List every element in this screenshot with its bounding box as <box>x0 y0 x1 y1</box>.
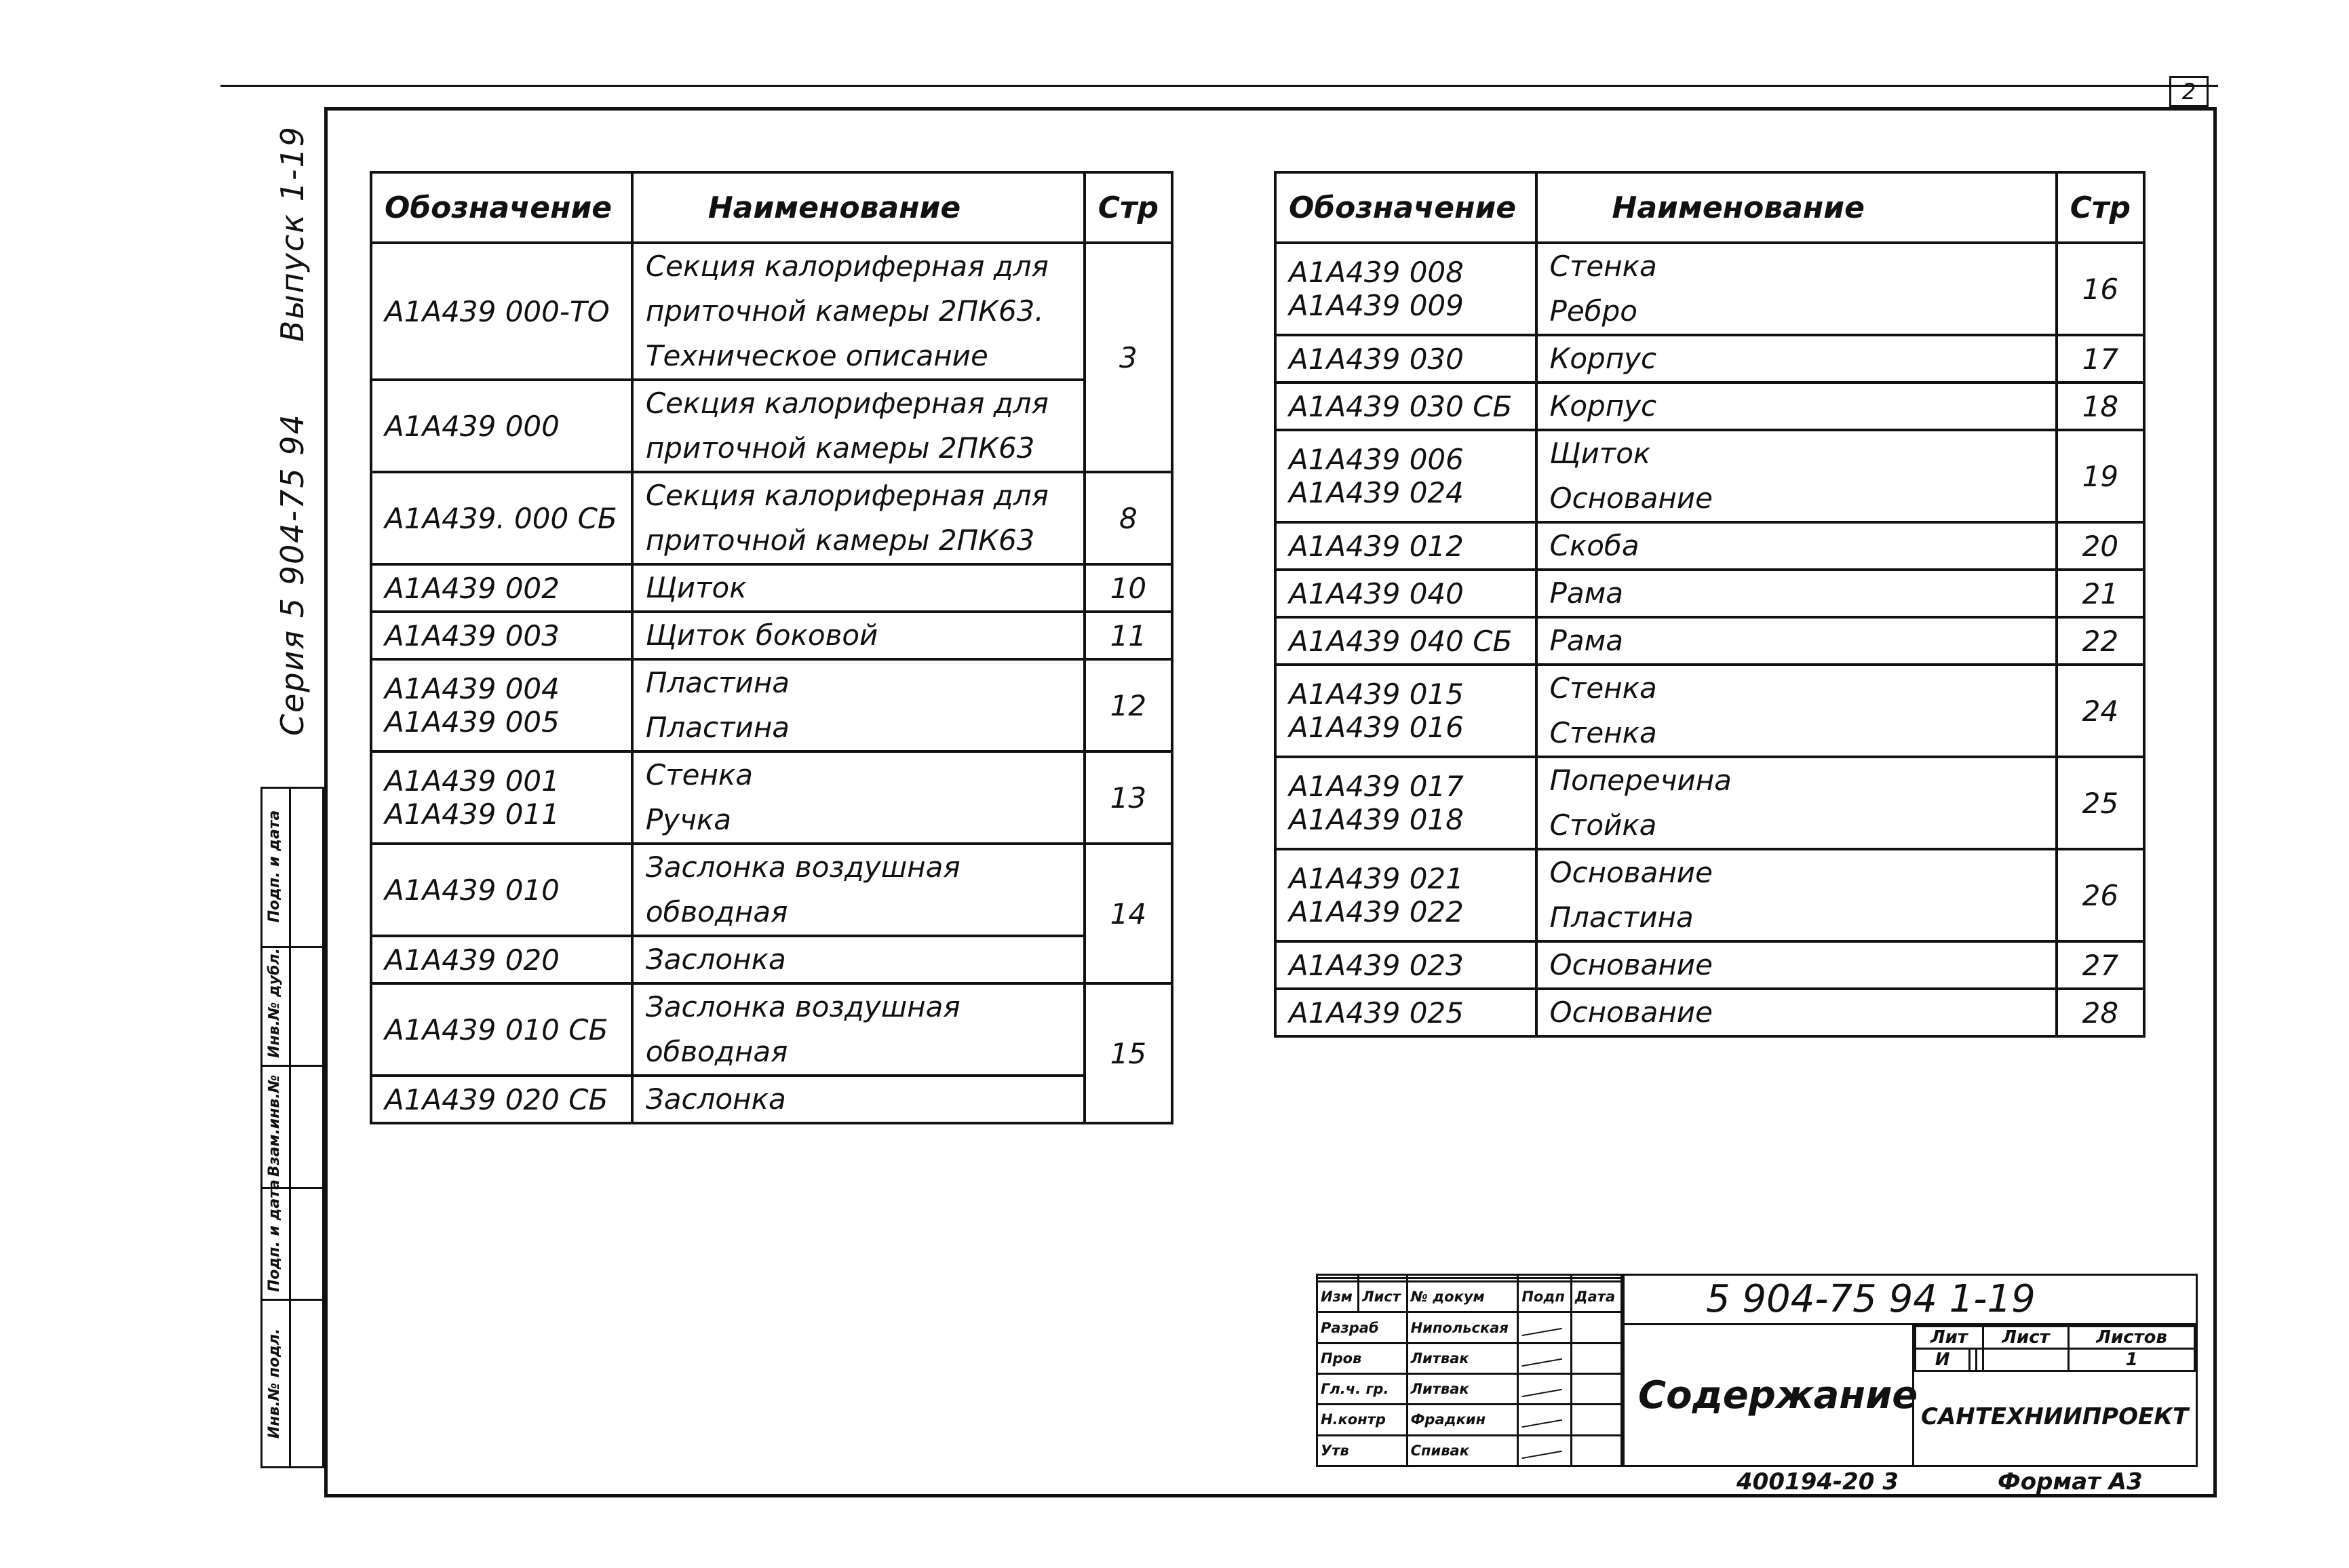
text-line: А1А439 003 <box>385 619 560 652</box>
signature-date <box>1571 1343 1621 1373</box>
stamp-label: Подп. и дата <box>266 1179 283 1292</box>
code-cell <box>1275 941 1536 989</box>
name-cell <box>1536 430 2057 522</box>
code-cell <box>1275 522 1536 570</box>
header-page: Стр <box>1085 172 1172 243</box>
format-label: Формат А3 <box>1998 1468 2143 1495</box>
text-line: Стенка <box>645 758 754 791</box>
code-cell <box>1275 757 1536 849</box>
name-cell <box>1536 989 2057 1036</box>
table-row <box>371 1076 1172 1123</box>
text-line: Основание <box>1549 482 1713 515</box>
code-cell <box>371 380 632 472</box>
code-cell <box>1275 383 1536 430</box>
name-cell <box>1536 757 2057 849</box>
spine-label <box>260 125 324 736</box>
text-line: Щиток боковой <box>645 619 878 652</box>
text-line: А1А439 001 <box>385 764 560 798</box>
name-cell <box>632 659 1085 751</box>
table-row <box>1275 849 2144 941</box>
code-cell <box>1275 570 1536 617</box>
text-line: Заслонка воздушная <box>645 850 960 884</box>
sheet-info-block <box>1912 1323 2198 1467</box>
text-line: Ребро <box>1549 294 1637 328</box>
code-cell <box>1275 665 1536 757</box>
code-cell <box>371 1076 632 1123</box>
signature-scribble <box>1521 1418 1562 1428</box>
name-cell <box>632 936 1085 983</box>
series-label: Серия 5 904-75 94 <box>274 413 311 736</box>
change-header-cell: Лист <box>1359 1282 1407 1312</box>
signature-mark <box>1518 1435 1572 1466</box>
sheets-value: 1 <box>2069 1349 2195 1371</box>
page-cell: 13 <box>1085 751 1172 844</box>
signature-row <box>1317 1312 1622 1343</box>
changes-and-signatures <box>1316 1274 1623 1467</box>
code-cell <box>371 844 632 936</box>
page-cell: 19 <box>2057 430 2144 522</box>
signature-scribble <box>1521 1326 1562 1335</box>
stamp-label: Взам.инв.№ <box>266 1074 283 1177</box>
page-cell: 27 <box>2057 941 2144 989</box>
name-cell <box>632 612 1085 659</box>
signature-role: Пров <box>1317 1343 1408 1373</box>
signature-row <box>1317 1343 1622 1373</box>
text-line: Поперечина <box>1549 764 1732 797</box>
issue-label: Выпуск 1-19 <box>274 125 311 342</box>
text-line: Скоба <box>1549 529 1639 562</box>
code-cell <box>1275 243 1536 335</box>
code-cell <box>1275 989 1536 1036</box>
text-line: А1А439 040 СБ <box>1289 624 1513 658</box>
text-line: А1А439 000-ТО <box>385 294 610 328</box>
table-row <box>371 751 1172 844</box>
text-line: обводная <box>645 895 788 928</box>
text-line: приточной камеры 2ПК63 <box>645 431 1035 465</box>
page-cell: 16 <box>2057 243 2144 335</box>
stamp-label: Подп. и дата <box>266 810 283 923</box>
name-cell <box>1536 617 2057 665</box>
text-line: Пластина <box>1549 901 1694 934</box>
code-cell <box>371 983 632 1076</box>
table-row <box>1275 757 2144 849</box>
signature-name: Спивак <box>1407 1435 1518 1466</box>
text-line: Пластина <box>645 711 790 744</box>
table-row <box>371 659 1172 751</box>
signature-scribble <box>1521 1388 1562 1397</box>
sheets-label: Листов <box>2069 1327 2195 1349</box>
signature-scribble <box>1521 1357 1562 1367</box>
table-row <box>1275 570 2144 617</box>
text-line: А1А439 000 <box>385 409 560 443</box>
text-line: Заслонка воздушная <box>645 990 960 1023</box>
text-line: Секция калориферная для <box>645 387 1049 420</box>
text-line: Щиток <box>1549 437 1651 470</box>
table-row <box>371 564 1172 612</box>
header-name: Наименование <box>632 172 1085 243</box>
code-cell <box>1275 617 1536 665</box>
signature-date <box>1571 1435 1621 1466</box>
lit-value: И <box>1916 1349 1970 1371</box>
page-cell: 18 <box>2057 383 2144 430</box>
signature-date <box>1571 1405 1621 1435</box>
name-cell <box>1536 570 2057 617</box>
text-line: А1А439 025 <box>1289 996 1464 1030</box>
signature-scribble <box>1521 1449 1562 1459</box>
table-row <box>1275 617 2144 665</box>
page-cell: 8 <box>1085 472 1172 564</box>
sheet-label: Лист <box>1983 1327 2068 1349</box>
stamp-label: Инв.№ подл. <box>266 1328 283 1439</box>
text-line: А1А439 006 <box>1289 443 1464 476</box>
code-cell <box>371 472 632 564</box>
organization-name: САНТЕХНИИПРОЕКТ <box>1921 1403 2189 1430</box>
code-cell <box>1275 849 1536 941</box>
table-row <box>371 936 1172 983</box>
signature-name: Литвак <box>1407 1343 1518 1373</box>
table-row <box>1275 522 2144 570</box>
header-code: Обозначение <box>371 172 632 243</box>
table-row <box>1275 989 2144 1036</box>
text-line: Стойка <box>1549 808 1657 842</box>
text-line: А1А439 030 <box>1289 342 1464 376</box>
text-line: А1А439 002 <box>385 571 560 605</box>
title-block <box>1316 1274 2198 1467</box>
page-cell: 11 <box>1085 612 1172 659</box>
text-line: А1А439 020 <box>385 943 560 977</box>
margin-stamp <box>260 787 324 1468</box>
signature-date <box>1571 1374 1621 1405</box>
text-line: А1А439 008 <box>1289 256 1464 289</box>
text-line: Основание <box>1549 856 1713 889</box>
signature-mark <box>1518 1343 1572 1373</box>
signature-role: Разраб <box>1317 1312 1408 1343</box>
text-line: Ручка <box>645 803 731 836</box>
signature-name: Литвак <box>1407 1374 1518 1405</box>
signature-name: Фрадкин <box>1407 1405 1518 1435</box>
header-name: Наименование <box>1536 172 2057 243</box>
name-cell <box>1536 335 2057 383</box>
text-line: Корпус <box>1549 342 1657 375</box>
page-cell: 28 <box>2057 989 2144 1036</box>
text-line: А1А439 018 <box>1289 803 1464 836</box>
name-cell <box>1536 383 2057 430</box>
stamp-label: Инв.№ дубл. <box>266 948 283 1058</box>
text-line: Пластина <box>645 666 790 699</box>
change-header-cell: Дата <box>1571 1282 1621 1312</box>
text-line: А1А439 020 СБ <box>385 1082 608 1116</box>
text-line: А1А439 011 <box>385 798 560 831</box>
table-row <box>1275 430 2144 522</box>
page-cell: 3 <box>1085 243 1172 472</box>
name-cell <box>632 751 1085 844</box>
code-cell <box>371 936 632 983</box>
name-cell <box>1536 665 2057 757</box>
contents-table-left <box>370 171 1173 1124</box>
text-line: Рама <box>1549 624 1624 657</box>
signature-name: Нипольская <box>1407 1312 1518 1343</box>
change-header-cell: Подп <box>1518 1282 1572 1312</box>
table-row <box>371 243 1172 380</box>
text-line: А1А439 016 <box>1289 711 1464 744</box>
name-cell <box>632 1076 1085 1123</box>
text-line: Основание <box>1549 996 1713 1029</box>
page-cell: 14 <box>1085 844 1172 983</box>
text-line: А1А439 021 <box>1289 862 1464 895</box>
text-line: обводная <box>645 1035 788 1068</box>
signature-row <box>1317 1374 1622 1405</box>
lit-label: Лит <box>1916 1327 1983 1349</box>
code-cell <box>371 612 632 659</box>
text-line: Техническое описание <box>645 339 988 372</box>
table-row <box>1275 665 2144 757</box>
page-cell: 26 <box>2057 849 2144 941</box>
text-line: А1А439 005 <box>385 705 560 739</box>
signature-mark <box>1518 1405 1572 1435</box>
text-line: А1А439 030 СБ <box>1289 389 1513 423</box>
text-line: А1А439 040 <box>1289 576 1464 610</box>
table-row <box>371 844 1172 936</box>
text-line: А1А439 017 <box>1289 770 1464 803</box>
page-cell: 24 <box>2057 665 2144 757</box>
code-cell <box>1275 335 1536 383</box>
text-line: Стенка <box>1549 250 1657 283</box>
table-row <box>1275 335 2144 383</box>
text-line: А1А439 004 <box>385 672 560 705</box>
name-cell <box>632 844 1085 936</box>
signature-role: Н.контр <box>1317 1405 1408 1435</box>
text-line: А1А439 022 <box>1289 895 1464 928</box>
table-row <box>1275 941 2144 989</box>
sheet-title: Содержание <box>1623 1323 1914 1467</box>
page-cell: 17 <box>2057 335 2144 383</box>
page-cell: 12 <box>1085 659 1172 751</box>
page-cell: 25 <box>2057 757 2144 849</box>
text-line: Секция калориферная для <box>645 479 1049 512</box>
text-line: Рама <box>1549 576 1624 610</box>
inventory-number: 400194-20 3 <box>1736 1468 1899 1495</box>
text-line: Стенка <box>1549 716 1657 749</box>
signature-role: Гл.ч. гр. <box>1317 1374 1408 1405</box>
table-row <box>1275 243 2144 335</box>
name-cell <box>632 472 1085 564</box>
name-cell <box>1536 522 2057 570</box>
text-line: А1А439 010 <box>385 873 560 907</box>
header-page: Стр <box>2057 172 2144 243</box>
name-cell <box>632 983 1085 1076</box>
table-row <box>1275 383 2144 430</box>
table-row <box>371 472 1172 564</box>
text-line: приточной камеры 2ПК63 <box>645 524 1035 557</box>
text-line: Стенка <box>1549 671 1657 705</box>
name-cell <box>1536 941 2057 989</box>
signature-role: Утв <box>1317 1435 1408 1466</box>
stamp-value-column <box>289 787 324 1468</box>
page-cell: 22 <box>2057 617 2144 665</box>
name-cell <box>632 564 1085 612</box>
sheet-number: 2 <box>2169 76 2209 107</box>
page-cell: 21 <box>2057 570 2144 617</box>
code-cell <box>371 659 632 751</box>
text-line: Основание <box>1549 948 1713 981</box>
signature-mark <box>1518 1312 1572 1343</box>
change-header-cell: Изм <box>1317 1282 1359 1312</box>
text-line: А1А439 023 <box>1289 948 1464 982</box>
code-cell <box>371 564 632 612</box>
signature-mark <box>1518 1374 1572 1405</box>
page-cell: 15 <box>1085 983 1172 1123</box>
page-cell: 20 <box>2057 522 2144 570</box>
text-line: Секция калориферная для <box>645 250 1049 283</box>
table-row <box>371 380 1172 472</box>
text-line: А1А439 009 <box>1289 289 1464 322</box>
text-line: Заслонка <box>645 943 786 976</box>
page-cell: 10 <box>1085 564 1172 612</box>
name-cell <box>1536 243 2057 335</box>
code-cell <box>371 243 632 380</box>
code-cell <box>1275 430 1536 522</box>
document-number: 5 904-75 94 1-19 <box>1623 1274 2198 1325</box>
table-row <box>371 983 1172 1076</box>
text-line: А1А439 024 <box>1289 476 1464 509</box>
header-code: Обозначение <box>1275 172 1536 243</box>
text-line: Заслонка <box>645 1082 786 1116</box>
text-line: А1А439 015 <box>1289 678 1464 711</box>
name-cell <box>632 243 1085 380</box>
text-line: Щиток <box>645 571 747 604</box>
signature-row <box>1317 1435 1622 1466</box>
name-cell <box>632 380 1085 472</box>
signature-date <box>1571 1312 1621 1343</box>
code-cell <box>371 751 632 844</box>
name-cell <box>1536 849 2057 941</box>
table-row <box>371 612 1172 659</box>
text-line: А1А439 012 <box>1289 529 1464 563</box>
contents-table-right <box>1274 171 2146 1038</box>
text-line: Корпус <box>1549 389 1657 423</box>
signature-row <box>1317 1405 1622 1435</box>
text-line: А1А439. 000 СБ <box>385 501 617 535</box>
text-line: приточной камеры 2ПК63. <box>645 294 1044 328</box>
change-header-cell: № докум <box>1407 1282 1518 1312</box>
text-line: А1А439 010 СБ <box>385 1013 608 1046</box>
